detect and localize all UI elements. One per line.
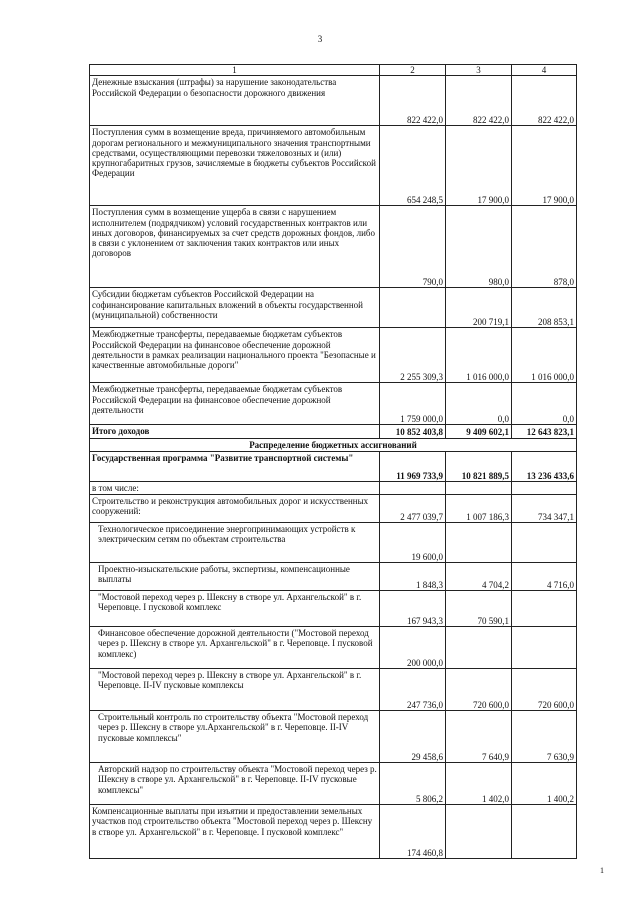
value-cell: 29 458,6 (380, 711, 446, 763)
value-cell (512, 591, 577, 627)
value-cell: 822 422,0 (512, 76, 577, 126)
value-cell: 1 016 000,0 (446, 328, 512, 383)
value-cell: 822 422,0 (446, 76, 512, 126)
column-header: 1 (90, 65, 380, 76)
value-cell: 70 590,1 (446, 591, 512, 627)
value-cell: 10 821 889,5 (446, 451, 512, 481)
page-number: 3 (317, 34, 323, 44)
value-cell: 1 759 000,0 (380, 383, 446, 425)
value-cell: 12 643 823,1 (512, 425, 577, 438)
column-header: 2 (380, 65, 446, 76)
table-row (90, 627, 577, 669)
program-label: Государственная программа "Развитие транспортной системы" (90, 451, 380, 481)
column-header: 3 (446, 65, 512, 76)
value-cell: 19 600,0 (380, 523, 446, 563)
program-row (90, 451, 577, 481)
table-row (90, 495, 577, 523)
value-cell (446, 523, 512, 563)
row-label: Субсидии бюджетам субъектов Российской Федерации на софинансирование капитальных вложений в объекты государственной (муниципальной) собственности (90, 288, 380, 328)
value-cell: 200 719,1 (446, 288, 512, 328)
value-cell: 2 477 039,7 (380, 495, 446, 523)
table-row (90, 206, 577, 288)
budget-table (89, 64, 577, 859)
value-cell: 4 716,0 (512, 563, 577, 591)
value-cell: 1 402,0 (446, 763, 512, 805)
value-cell: 17 900,0 (446, 126, 512, 206)
table-row (90, 563, 577, 591)
including-label: в том числе: (90, 481, 380, 494)
value-cell: 7 630,9 (512, 711, 577, 763)
table-row (90, 763, 577, 805)
row-label: Проектно-изыскательские работы, экспертизы, компенсационные выплаты (90, 563, 380, 591)
value-cell (446, 627, 512, 669)
value-cell: 7 640,9 (446, 711, 512, 763)
row-label: Денежные взыскания (штрафы) за нарушение законодательства Российской Федерации о безопасности дорожного движения (90, 76, 380, 126)
row-label: Финансовое обеспечение дорожной деятельности ("Мостовой переход через р. Шексну в створе ул. Архангельской" в г. Череповце. I пусковой комплекс) (90, 627, 380, 669)
value-cell (512, 523, 577, 563)
value-cell: 1 848,3 (380, 563, 446, 591)
value-cell: 790,0 (380, 206, 446, 288)
value-cell: 4 704,2 (446, 563, 512, 591)
row-label: Поступления сумм в возмещение ущерба в связи с нарушением исполнителем (подрядчиком) условий государственных контрактов или иных договоров, финансируемых за счет средств дорожных фондов, либо в связи с уклонением от заключения таких контрактов или иных договоров (90, 206, 380, 288)
value-cell: 13 236 433,6 (512, 451, 577, 481)
table-row (90, 591, 577, 627)
total-label: Итого доходов (90, 425, 380, 438)
value-cell (512, 805, 577, 859)
row-label: Строительство и реконструкция автомобильных дорог и искусственных сооружений: (90, 495, 380, 523)
value-cell: 822 422,0 (380, 76, 446, 126)
value-cell: 0,0 (446, 383, 512, 425)
table-row (90, 383, 577, 425)
column-header: 4 (512, 65, 577, 76)
value-cell: 1 016 000,0 (512, 328, 577, 383)
value-cell: 720 600,0 (446, 669, 512, 711)
column-numbers-row (90, 65, 577, 76)
row-label: "Мостовой переход через р. Шексну в створе ул. Архангельской" в г. Череповце. I пусковой комплекс (90, 591, 380, 627)
table-row (90, 328, 577, 383)
value-cell: 734 347,1 (512, 495, 577, 523)
total-row (90, 425, 577, 438)
value-cell: 10 852 403,8 (380, 425, 446, 438)
value-cell: 167 943,3 (380, 591, 446, 627)
value-cell: 200 000,0 (380, 627, 446, 669)
row-label: Межбюджетные трансферты, передаваемые бюджетам субъектов Российской Федерации на финансовое обеспечение дорожной деятельности в рамках реализации национального проекта "Безопасные и качественные автомобильные дороги" (90, 328, 380, 383)
value-cell: 878,0 (512, 206, 577, 288)
value-cell: 1 400,2 (512, 763, 577, 805)
value-cell: 980,0 (446, 206, 512, 288)
row-label: Компенсационные выплаты при изъятии и предоставлении земельных участков под строительство объекта "Мостовой переход через р. Шексну в створе ул. Архангельской" в г. Череповце. I пусковой комплекс" (90, 805, 380, 859)
value-cell (446, 805, 512, 859)
row-label: Технологическое присоединение энергопринимающих устройств к электрическим сетям по объектам строительства (90, 523, 380, 563)
value-cell: 247 736,0 (380, 669, 446, 711)
value-cell (512, 627, 577, 669)
row-label: Поступления сумм в возмещение вреда, причиняемого автомобильным дорогам регионального и межмуниципального значения транспортными средствами, осуществляющими перевозки тяжеловозных и (или) крупногабаритных грузов, зачисляемые в бюджеты субъектов Российской Федерации (90, 126, 380, 206)
value-cell: 208 853,1 (512, 288, 577, 328)
table-row (90, 523, 577, 563)
row-label: "Мостовой переход через р. Шексну в створе ул. Архангельской" в г. Череповце. II-IV пусковые комплексы (90, 669, 380, 711)
table-row (90, 481, 577, 494)
value-cell: 0,0 (512, 383, 577, 425)
table-row (90, 805, 577, 859)
value-cell: 11 969 733,9 (380, 451, 446, 481)
row-label: Межбюджетные трансферты, передаваемые бюджетам субъектов Российской Федерации на финансовое обеспечение дорожной деятельности (90, 383, 380, 425)
corner-mark: 1 (600, 866, 604, 875)
section-header-row (90, 438, 577, 451)
value-cell (380, 288, 446, 328)
section-title: Распределение бюджетных ассигнований (90, 438, 577, 451)
row-label: Авторский надзор по строительству объекта "Мостовой переход через р. Шексну в створе ул. Архангельской" в г. Череповце. II-IV пусковые комплексы" (90, 763, 380, 805)
row-label: Строительный контроль по строительству объекта "Мостовой переход через р. Шексну в створе ул.Архангельской" в г. Череповце. II-IV пусковые комплексы" (90, 711, 380, 763)
value-cell: 5 806,2 (380, 763, 446, 805)
value-cell: 720 600,0 (512, 669, 577, 711)
value-cell: 1 007 186,3 (446, 495, 512, 523)
value-cell: 17 900,0 (512, 126, 577, 206)
table-row (90, 711, 577, 763)
value-cell: 2 255 309,3 (380, 328, 446, 383)
value-cell: 9 409 602,1 (446, 425, 512, 438)
table-row (90, 669, 577, 711)
value-cell: 654 248,5 (380, 126, 446, 206)
value-cell: 174 460,8 (380, 805, 446, 859)
table-row (90, 288, 577, 328)
table-row (90, 126, 577, 206)
table-row (90, 76, 577, 126)
